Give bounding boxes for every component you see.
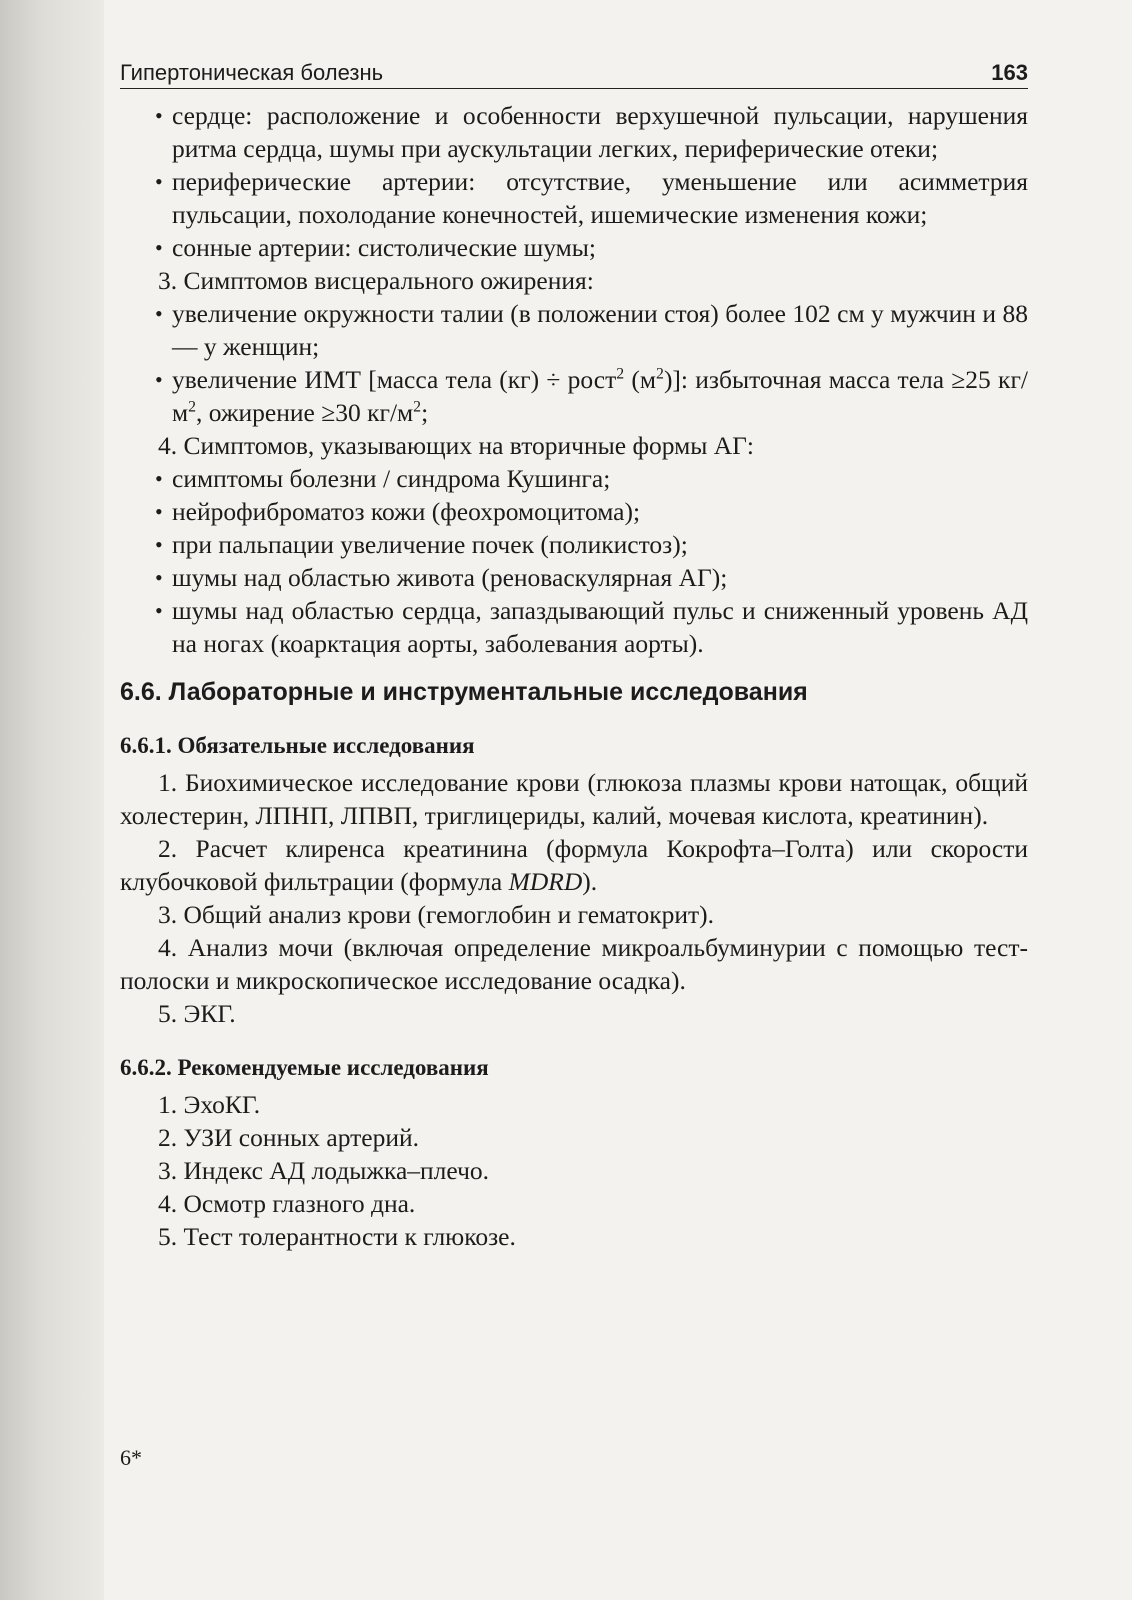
list-item: 5. Тест толерантности к глюкозе. (158, 1222, 516, 1251)
paragraph: 3. Общий анализ крови (гемоглобин и гематокрит). (158, 900, 715, 929)
obesity-signs-list (120, 297, 1028, 429)
running-header (120, 52, 1028, 89)
list-item: • шумы над областью живота (реноваскулярная АГ); (120, 561, 1028, 594)
subsection-heading-recommended: 6.6.2. Рекомендуемые исследования (120, 1055, 489, 1080)
list-item: • нейрофиброматоз кожи (феохромоцитома); (120, 495, 1028, 528)
list-item: • при пальпации увеличение почек (поликистоз); (120, 528, 1028, 561)
list-item-bmi: • увеличение ИМТ [масса тела (кг) ÷ рост$^2$ $(м^2)$]: избыточная масса тела ≥25 $кг/м^2$, ожирение ≥30 $кг/м^2$; (120, 363, 1028, 429)
paragraph: 5. ЭКГ. (158, 999, 236, 1028)
signature-mark: 6* (120, 1445, 142, 1470)
page-edge-shadow (0, 0, 104, 1600)
subsection-heading-required: 6.6.1. Обязательные исследования (120, 733, 475, 758)
numbered-item-3: 3. Симптомов висцерального ожирения: (158, 266, 594, 295)
list-item: 2. УЗИ сонных артерий. (158, 1123, 420, 1152)
paragraph: 2. Расчет клиренса креатинина (формула Кокрофта–Голта) или скорости клубочковой фильтрации (формула MDRD). (120, 834, 1028, 896)
list-item: • симптомы болезни / синдрома Кушинга; (120, 462, 1028, 495)
paragraph: 4. Анализ мочи (включая определение микроальбуминурии с помощью тест-полоски и микроскопическое исследование осадка). (120, 933, 1028, 995)
list-item: • увеличение окружности талии (в положении стоя) более 102 см у мужчин и 88 — у женщин; (120, 297, 1028, 363)
book-page (120, 52, 1028, 1253)
list-item: • сердце: расположение и особенности верхушечной пульсации, нарушения ритма сердца, шумы при аускультации легких, периферические отеки; (120, 99, 1028, 165)
list-item: • сонные артерии: систолические шумы; (120, 231, 1028, 264)
page-number: 163 (991, 60, 1028, 85)
list-item: • периферические артерии: отсутствие, уменьшение или асимметрия пульсации, похолодание конечностей, ишемические изменения кожи; (120, 165, 1028, 231)
paragraph: 1. Биохимическое исследование крови (глюкоза плазмы крови натощак, общий холестерин, ЛПНП, ЛПВП, триглицериды, калий, мочевая кислота, креатинин). (120, 768, 1028, 830)
running-title: Гипертоническая болезнь (120, 60, 384, 85)
list-item: 3. Индекс АД лодыжка–плечо. (158, 1156, 490, 1185)
section-heading: 6.6. Лабораторные и инструментальные исследования (120, 678, 808, 706)
numbered-item-4: 4. Симптомов, указывающих на вторичные формы АГ: (158, 431, 754, 460)
list-item: 1. ЭхоКГ. (158, 1090, 261, 1119)
list-item: 4. Осмотр глазного дна. (158, 1189, 416, 1218)
secondary-forms-list (120, 462, 1028, 660)
exam-findings-list (120, 99, 1028, 264)
list-item: • шумы над областью сердца, запаздывающий пульс и сниженный уровень АД на ногах (коарктация аорты, заболевания аорты). (120, 594, 1028, 660)
